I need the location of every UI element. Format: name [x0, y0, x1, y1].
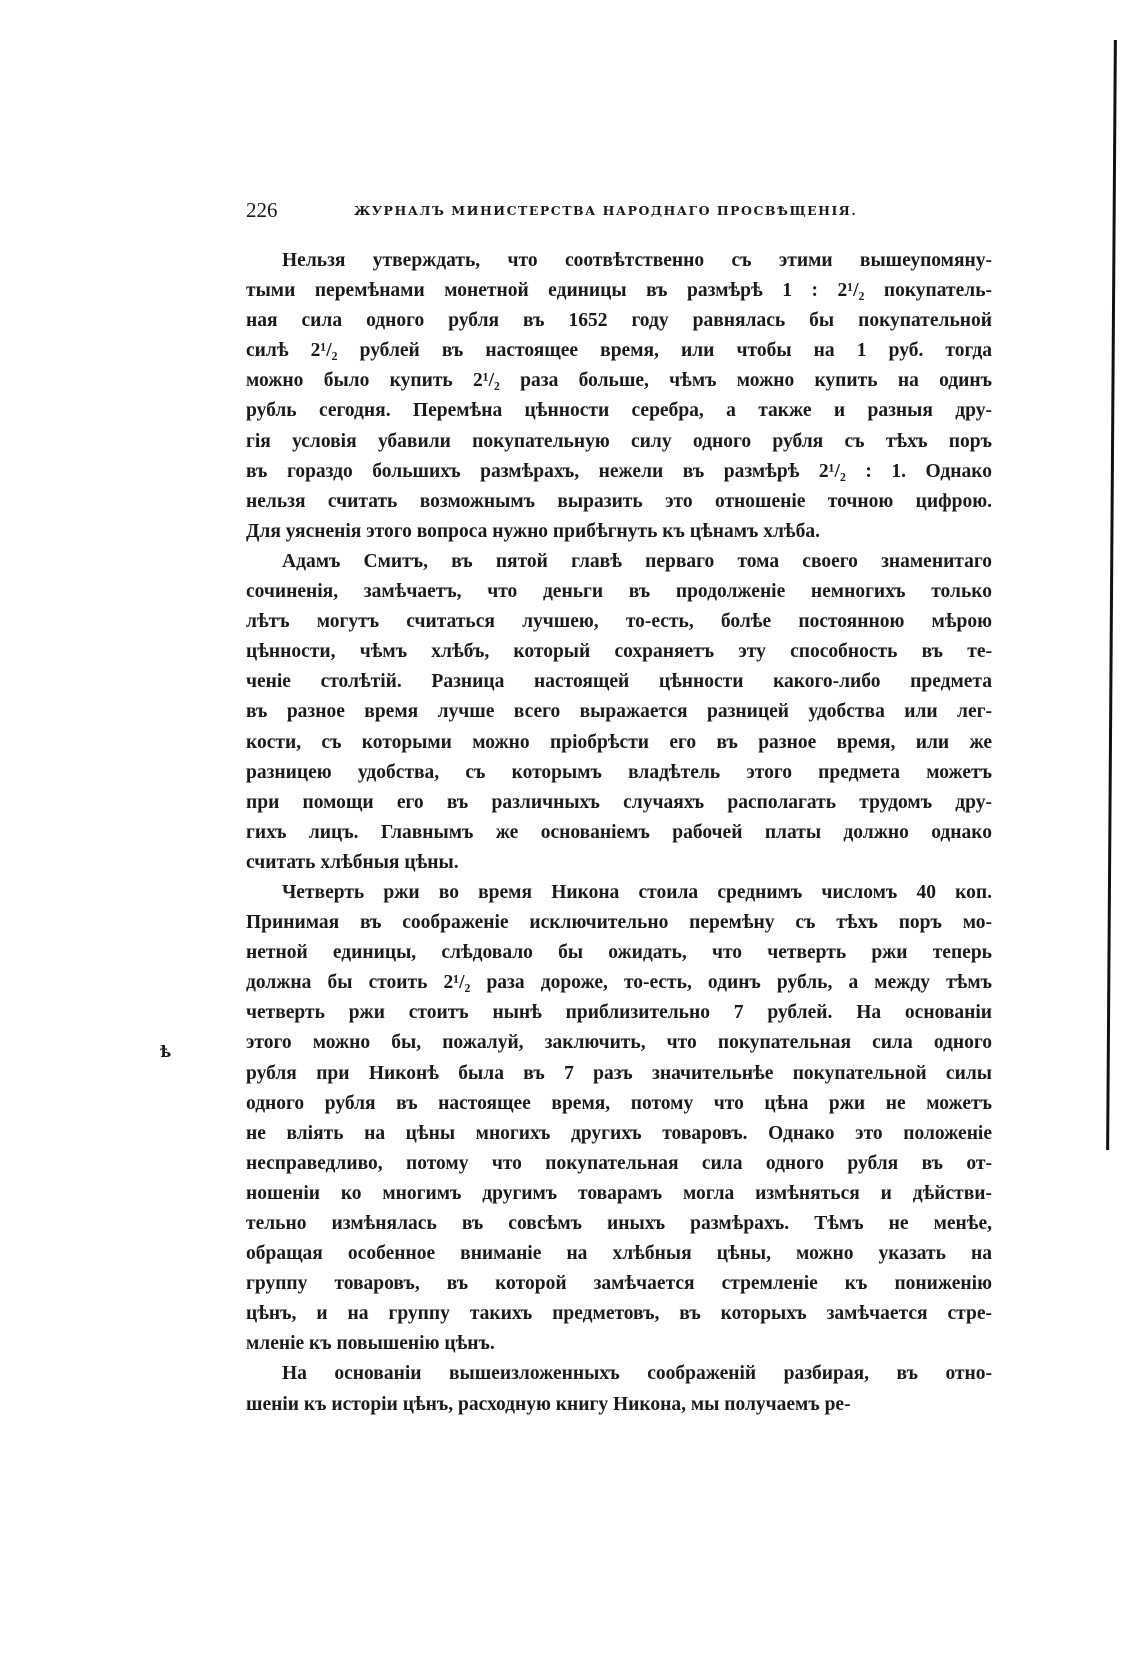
body-text	[246, 246, 992, 1420]
text-line: гихъ лицъ. Главнымъ же основаніемъ рабочей платы должно однако	[246, 821, 992, 843]
text-line: этого можно бы, пожалуй, заключить, что покупательная сила одного	[246, 1032, 992, 1054]
text-line: нетной единицы, слѣдовало бы ожидать, что четверть ржи теперь	[246, 942, 992, 964]
page-header	[246, 198, 992, 224]
paragraph	[246, 246, 992, 547]
stray-mark: ѣ	[160, 1042, 172, 1061]
text-line: кости, съ которыми можно пріобрѣсти его въ разное время, или же	[246, 731, 992, 753]
text-line: обращая особенное вниманіе на хлѣбныя цѣны, можно указать на	[246, 1243, 992, 1265]
text-line: Нельзя утверждать, что соотвѣтственно съ этими вышеупомяну-	[282, 250, 992, 271]
text-line: одного рубля въ настоящее время, потому что цѣна ржи не можетъ	[246, 1092, 992, 1114]
text-line: нельзя считать возможнымъ выразить это отношеніе точною цифрою.	[246, 490, 992, 512]
text-line: можно было купить 2¹/₂ раза больше, чѣмъ можно купить на одинъ	[246, 370, 992, 392]
text-line: при помощи его въ различныхъ случаяхъ располагать трудомъ дру-	[246, 791, 992, 813]
text-line: тыми перемѣнами монетной единицы въ размѣрѣ 1 : 2¹/₂ покупатель-	[246, 280, 992, 302]
text-line: цѣнъ, и на группу такихъ предметовъ, въ которыхъ замѣчается стре-	[246, 1303, 992, 1325]
text-line: въ гораздо большихъ размѣрахъ, нежели въ размѣрѣ 2¹/₂ : 1. Однако	[246, 460, 992, 482]
text-line: разницею удобства, съ которымъ владѣтель этого предмета можетъ	[246, 761, 992, 783]
text-line: ношеніи ко многимъ другимъ товарамъ могла измѣняться и дѣйстви-	[246, 1182, 992, 1204]
text-line: группу товаровъ, въ которой замѣчается стремленіе къ пониженію	[246, 1273, 992, 1295]
text-line: На основаніи вышеизложенныхъ соображеній разбирая, въ отно-	[282, 1363, 992, 1385]
text-line: Четверть ржи во время Никона стоила среднимъ числомъ 40 коп.	[282, 881, 992, 903]
text-line: шеніи къ исторіи цѣнъ, расходную книгу Никона, мы получаемъ ре-	[246, 1393, 851, 1415]
paragraph	[246, 1359, 992, 1419]
text-line: лѣтъ могутъ считаться лучшею, то-есть, болѣе постоянною мѣрою	[246, 611, 992, 633]
paragraph	[246, 878, 992, 1360]
text-line: гія условія убавили покупательную силу одного рубля съ тѣхъ поръ	[246, 430, 992, 452]
text-line: несправедливо, потому что покупательная сила одного рубля въ от-	[246, 1152, 992, 1174]
page-number: 226	[246, 198, 278, 222]
text-line: силѣ 2¹/₂ рублей въ настоящее время, или чтобы на 1 руб. тогда	[246, 340, 992, 362]
text-line: въ разное время лучше всего выражается разницей удобства или лег-	[246, 701, 992, 723]
text-line: цѣнности, чѣмъ хлѣбъ, который сохраняетъ эту способность въ те-	[246, 641, 992, 663]
text-line: тельно измѣнялась въ совсѣмъ иныхъ размѣрахъ. Тѣмъ не менѣе,	[246, 1213, 992, 1234]
page-edge-line	[1106, 40, 1117, 1150]
text-line: ченіе столѣтій. Разница настоящей цѣнности какого-либо предмета	[246, 671, 992, 693]
text-line: Адамъ Смитъ, въ пятой главѣ перваго тома своего знаменитаго	[282, 550, 992, 572]
text-line: сочиненія, замѣчаетъ, что деньги въ продолженіе немногихъ только	[246, 581, 992, 603]
text-line: рубля при Никонѣ была въ 7 разъ значительнѣе покупательной силы	[246, 1062, 992, 1084]
text-line: не вліять на цѣны многихъ другихъ товаровъ. Однако это положеніе	[246, 1122, 992, 1144]
paragraph	[246, 547, 992, 878]
text-line: мленіе къ повышенію цѣнъ.	[246, 1333, 495, 1355]
text-line: четверть ржи стоитъ нынѣ приблизительно 7 рублей. На основаніи	[246, 1002, 992, 1024]
text-line: Принимая въ соображеніе исключительно перемѣну съ тѣхъ поръ мо-	[246, 912, 992, 934]
running-title: ЖУРНАЛЪ МИНИСТЕРСТВА НАРОДНАГО ПРОСВѢЩЕНІЯ.	[354, 203, 858, 218]
text-line: Для уясненія этого вопроса нужно прибѣгнуть къ цѣнамъ хлѣба.	[246, 520, 821, 542]
text-line: рубль сегодня. Перемѣна цѣнности серебра, а также и разныя дру-	[246, 400, 992, 422]
text-line: ная сила одного рубля въ 1652 году равнялась бы покупательной	[246, 310, 992, 332]
text-line: должна бы стоить 2¹/₂ раза дороже, то-есть, одинъ рубль, а между тѣмъ	[246, 972, 992, 994]
text-line: считать хлѣбныя цѣны.	[246, 851, 459, 873]
